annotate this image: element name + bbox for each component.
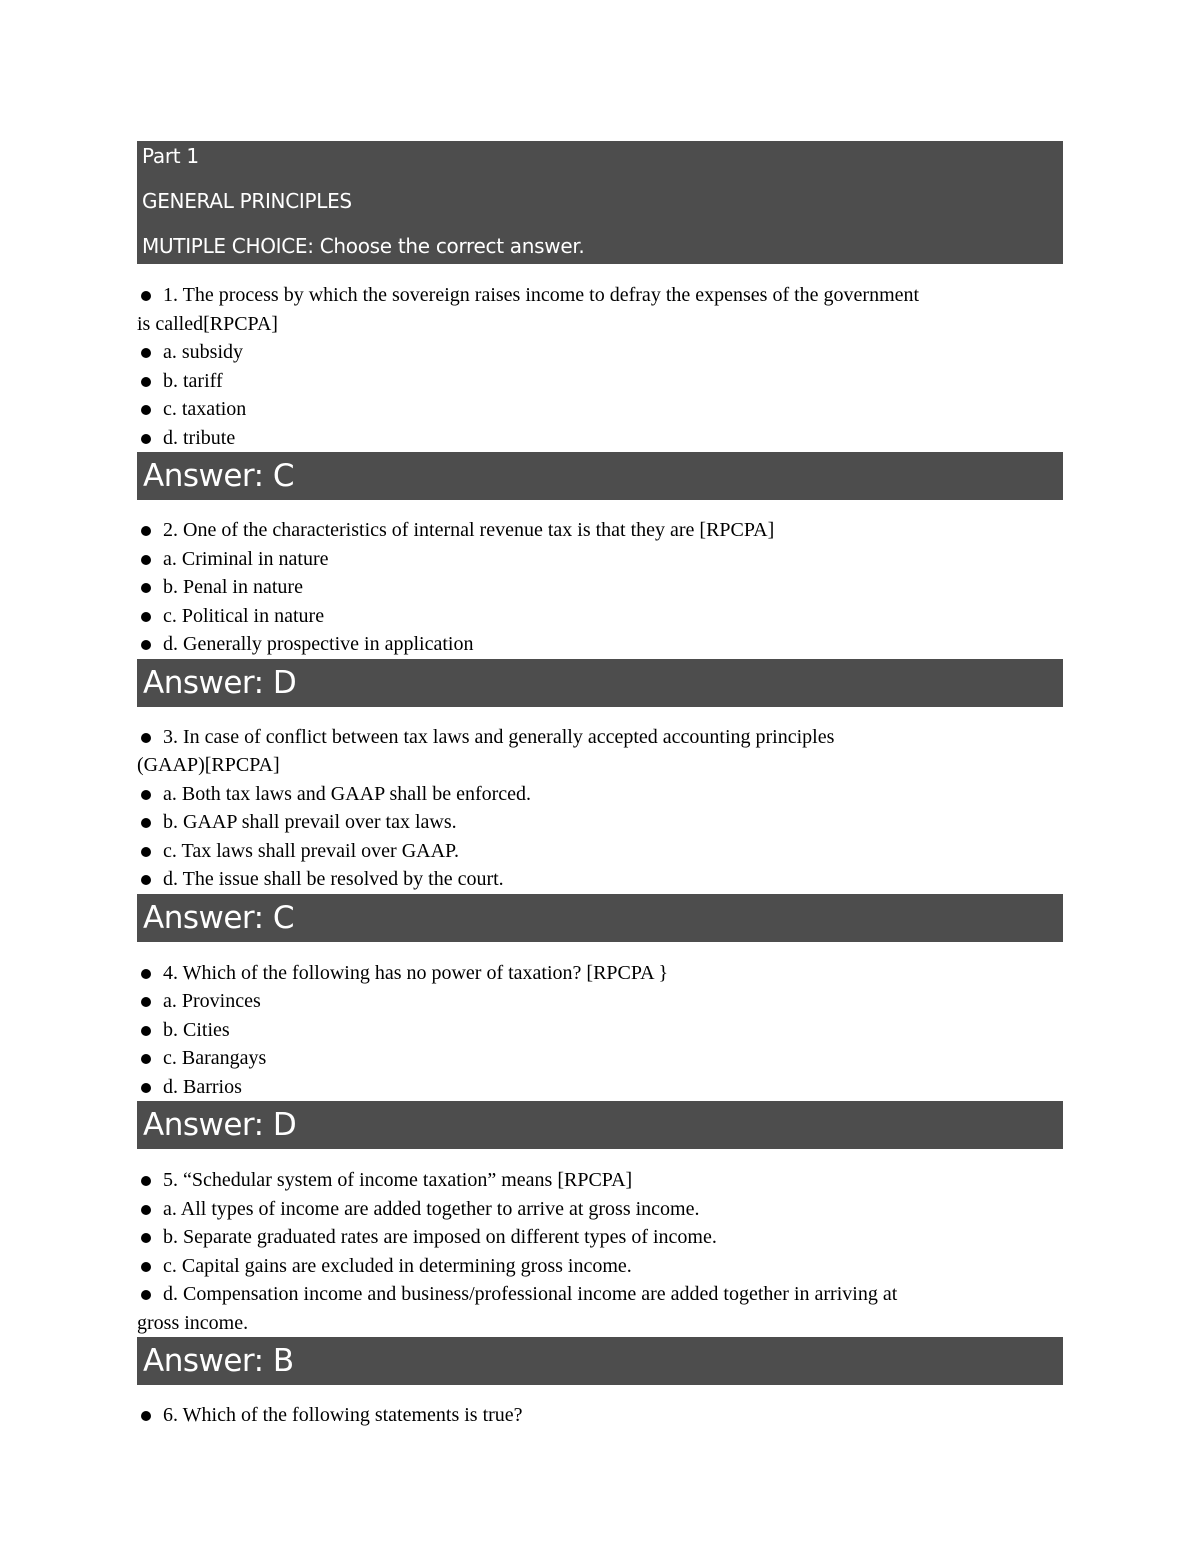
bullet-icon (141, 1083, 151, 1093)
option-b: b. tariff (137, 367, 1063, 396)
section-title: GENERAL PRINCIPLES (142, 189, 352, 213)
option-b: b. Penal in nature (137, 573, 1063, 602)
section-header (137, 141, 1063, 264)
answer-5: Answer: B (137, 1337, 1063, 1385)
answer-4: Answer: D (137, 1101, 1063, 1149)
bullet-icon (141, 790, 151, 800)
bullet-icon (141, 405, 151, 415)
bullet-icon (141, 583, 151, 593)
question-3-stem: 3. In case of conflict between tax laws and generally accepted accounting principles (GAAP)[RPCPA] (137, 723, 1063, 780)
question-3-stem-cont: (GAAP)[RPCPA] (137, 754, 280, 776)
question-1 (137, 281, 1063, 452)
bullet-icon (141, 733, 151, 743)
bullet-icon (141, 526, 151, 536)
bullet-icon (141, 640, 151, 650)
bullet-icon (141, 847, 151, 857)
question-3 (137, 723, 1063, 894)
document-page (137, 141, 1063, 1430)
option-b: b. GAAP shall prevail over tax laws. (137, 808, 1063, 837)
bullet-icon (141, 969, 151, 979)
option-c: c. Tax laws shall prevail over GAAP. (137, 837, 1063, 866)
option-d-cont: gross income. (137, 1311, 249, 1334)
bullet-icon (141, 1233, 151, 1243)
bullet-icon (141, 612, 151, 622)
bullet-icon (141, 377, 151, 387)
bullet-icon (141, 1262, 151, 1272)
question-5-stem: 5. “Schedular system of income taxation” means [RPCPA] (137, 1166, 1063, 1195)
option-c: c. Capital gains are excluded in determining gross income. (137, 1252, 1063, 1281)
question-3-list (137, 723, 1063, 894)
option-b: b. Cities (137, 1016, 1063, 1045)
part-title: Part 1 (142, 144, 199, 168)
option-a: a. Criminal in nature (137, 545, 1063, 574)
question-1-stem-cont: is called[RPCPA] (137, 312, 278, 335)
option-d: d. tribute (137, 424, 1063, 453)
question-1-list (137, 281, 1063, 452)
option-a: a. All types of income are added together to arrive at gross income. (137, 1195, 1063, 1224)
bullet-icon (141, 1290, 151, 1300)
answer-3: Answer: C (137, 894, 1063, 942)
option-c: c. taxation (137, 395, 1063, 424)
option-c: c. Political in nature (137, 602, 1063, 631)
bullet-icon (141, 1026, 151, 1036)
option-d: d. Compensation income and business/professional income are added together in arriving at gross income. (137, 1280, 1063, 1337)
question-5-list (137, 1166, 1063, 1337)
question-4-list (137, 959, 1063, 1102)
option-d: d. The issue shall be resolved by the court. (137, 865, 1063, 894)
bullet-icon (141, 434, 151, 444)
question-6 (137, 1401, 1063, 1430)
bullet-icon (141, 1054, 151, 1064)
bullet-icon (141, 997, 151, 1007)
question-2-list (137, 516, 1063, 659)
question-4 (137, 959, 1063, 1102)
bullet-icon (141, 875, 151, 885)
bullet-icon (141, 555, 151, 565)
option-a: a. subsidy (137, 338, 1063, 367)
option-b: b. Separate graduated rates are imposed on different types of income. (137, 1223, 1063, 1252)
option-d: d. Generally prospective in application (137, 630, 1063, 659)
question-4-stem: 4. Which of the following has no power of taxation? [RPCPA } (137, 959, 1063, 988)
question-1-stem: 1. The process by which the sovereign raises income to defray the expenses of the government is called[RPCPA] (137, 281, 1063, 338)
answer-2: Answer: D (137, 659, 1063, 707)
bullet-icon (141, 291, 151, 301)
bullet-icon (141, 348, 151, 358)
answer-1: Answer: C (137, 452, 1063, 500)
bullet-icon (141, 818, 151, 828)
question-6-list (137, 1401, 1063, 1430)
question-5 (137, 1166, 1063, 1337)
bullet-icon (141, 1205, 151, 1215)
question-6-stem: 6. Which of the following statements is true? (137, 1401, 1063, 1430)
question-2-stem: 2. One of the characteristics of internal revenue tax is that they are [RPCPA] (137, 516, 1063, 545)
option-a: a. Both tax laws and GAAP shall be enforced. (137, 780, 1063, 809)
instruction-text: MUTIPLE CHOICE: Choose the correct answer. (142, 234, 585, 258)
option-a: a. Provinces (137, 987, 1063, 1016)
option-c: c. Barangays (137, 1044, 1063, 1073)
bullet-icon (141, 1176, 151, 1186)
option-d: d. Barrios (137, 1073, 1063, 1102)
question-2 (137, 516, 1063, 659)
bullet-icon (141, 1411, 151, 1421)
